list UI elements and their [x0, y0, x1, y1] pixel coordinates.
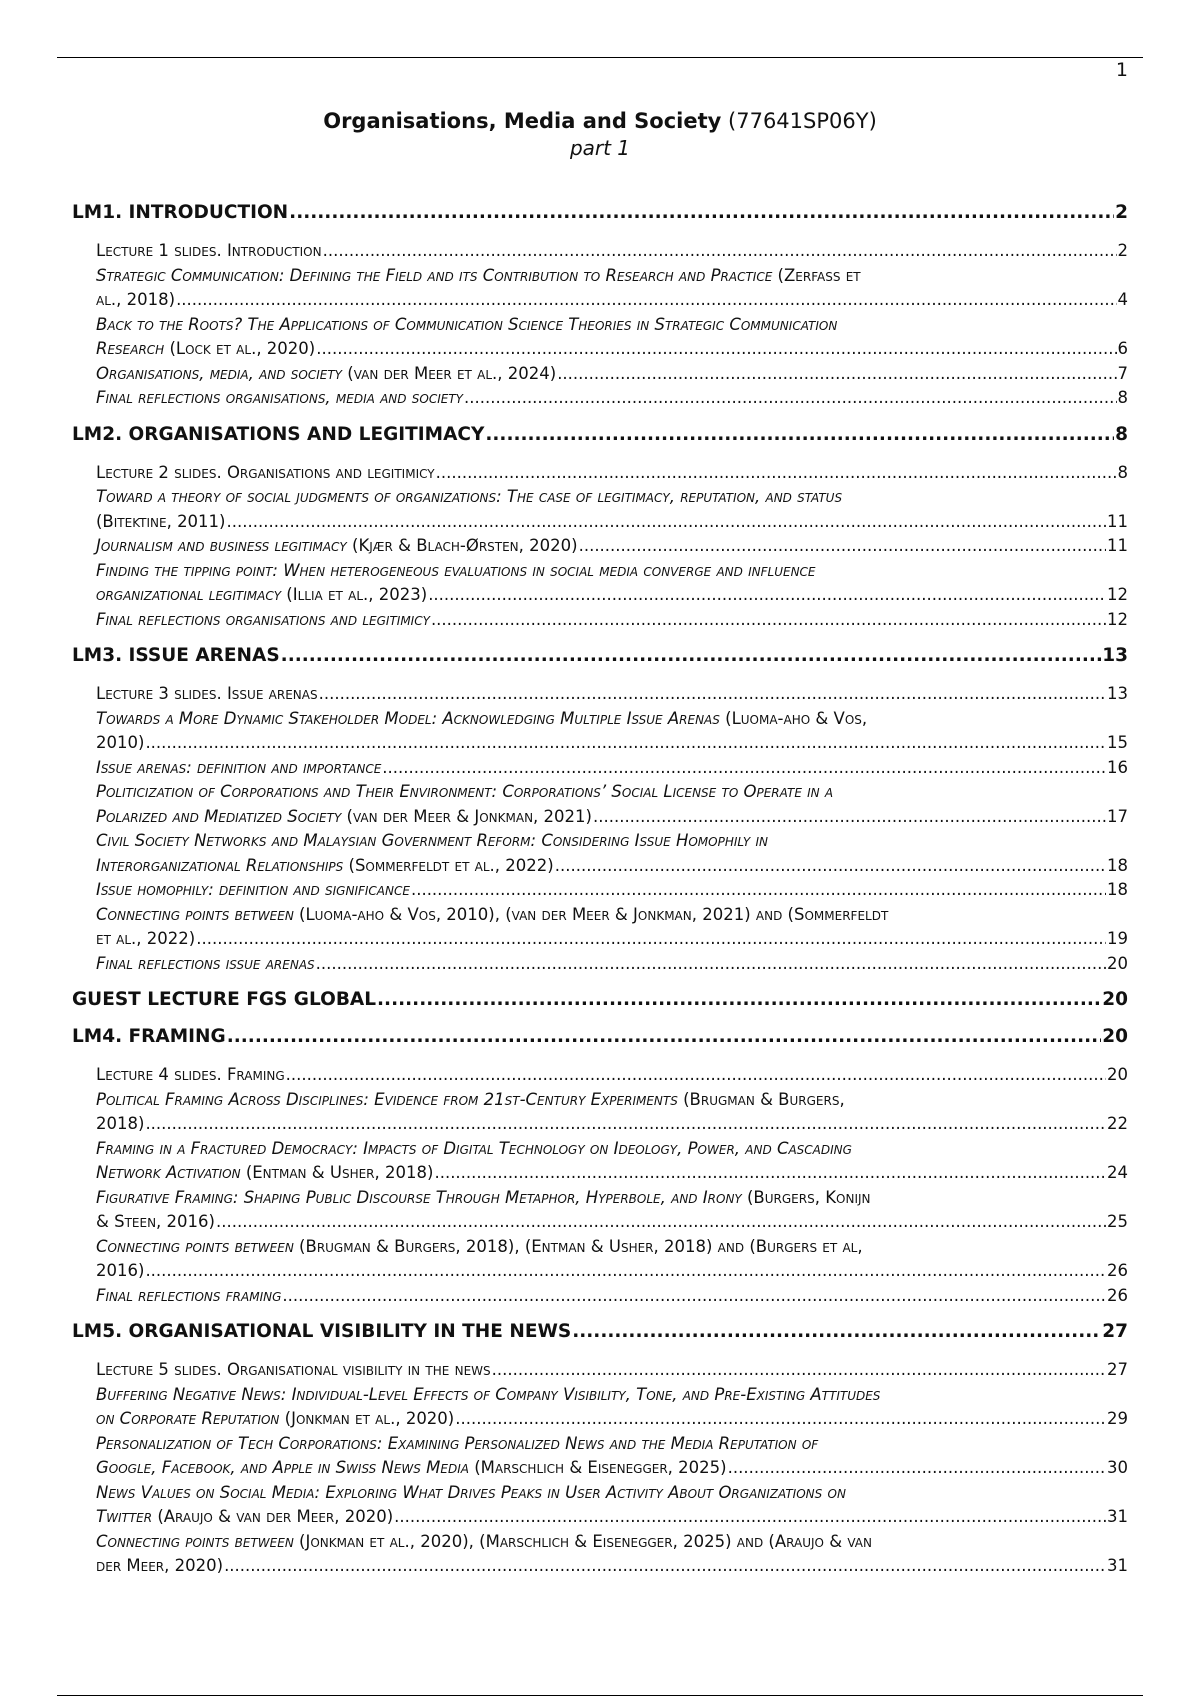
toc-entry[interactable]: Strategic Communication: Defining the Field and its Contribution to Research and Practice (Zerfass et al., 2018) ..... 4 [96, 264, 1128, 313]
toc-entry[interactable]: Framing in a Fractured Democracy: Impacts of Digital Technology on Ideology, Power, and Cascading Network Activation (Entman & Usher, 2018) ..... 24 [96, 1137, 1128, 1186]
page-number: 1 [1115, 59, 1128, 81]
toc-entry[interactable]: Connecting points between (Luoma-aho & Vos, 2010), (van der Meer & Jonkman, 2021) and (Sommerfeldt et al., 2022) ..... 19 [96, 903, 1128, 952]
toc-entry[interactable]: Issue homophily: definition and significance ..... 18 [96, 878, 1128, 903]
table-of-contents [72, 200, 1128, 1579]
toc-entry[interactable]: Lecture 2 slides. Organisations and legitimicy ..... 8 [96, 461, 1128, 486]
document-title [0, 108, 1200, 135]
toc-entry[interactable]: Final reflections issue arenas ..... 20 [96, 952, 1128, 977]
toc-entry[interactable]: Finding the tipping point: When heterogeneous evaluations in social media converge and influence organizational legitimacy (Illia et al., 2023) ..... 12 [96, 559, 1128, 608]
toc-entry[interactable]: Politicization of Corporations and Their Environment: Corporations’ Social License to Operate in a Polarized and Mediatized Society (van der Meer & Jonkman, 2021) ..... 17 [96, 780, 1128, 829]
toc-entry[interactable]: Buffering Negative News: Individual-Level Effects of Company Visibility, Tone, and Pre-Existing Attitudes on Corporate Reputation (Jonkman et al., 2020) ..... 29 [96, 1383, 1128, 1432]
toc-module-guest-lecture[interactable]: GUEST LECTURE FGS GLOBAL ..... 20 [72, 987, 1128, 1013]
document-subtitle: part 1 [569, 136, 631, 160]
course-title: Organisations, Media and Society [323, 109, 722, 133]
toc-entry[interactable]: Lecture 1 slides. Introduction ..... 2 [96, 239, 1128, 264]
course-code: (77641SP06Y) [728, 109, 877, 133]
toc-entry[interactable]: Issue arenas: definition and importance ..... 16 [96, 756, 1128, 781]
top-rule [57, 57, 1143, 58]
toc-entry[interactable]: News Values on Social Media: Exploring What Drives Peaks in User Activity About Organizations on Twitter (Araujo & van der Meer, 2020) ..... 31 [96, 1481, 1128, 1530]
toc-entry[interactable]: Connecting points between (Jonkman et al., 2020), (Marschlich & Eisenegger, 2025) and (Araujo & van der Meer, 2020) ..... 31 [96, 1530, 1128, 1579]
toc-entry[interactable]: Connecting points between (Brugman & Burgers, 2018), (Entman & Usher, 2018) and (Burgers et al, 2016) ..... 26 [96, 1235, 1128, 1284]
toc-entry[interactable]: Toward a theory of social judgments of organizations: The case of legitimacy, reputation, and status (Bitektine, 2011) ..... 11 [96, 485, 1128, 534]
toc-entry[interactable]: Towards a More Dynamic Stakeholder Model: Acknowledging Multiple Issue Arenas (Luoma-aho & Vos, 2010) ..... 15 [96, 707, 1128, 756]
toc-module-lm4[interactable]: LM4. FRAMING ..... 20 [72, 1024, 1128, 1050]
toc-entry[interactable]: Final reflections framing ..... 26 [96, 1284, 1128, 1309]
toc-entry[interactable]: Lecture 4 slides. Framing ..... 20 [96, 1063, 1128, 1088]
toc-entry[interactable]: Figurative Framing: Shaping Public Discourse Through Metaphor, Hyperbole, and Irony (Burgers, Konijn & Steen, 2016) ..... 25 [96, 1186, 1128, 1235]
toc-entry[interactable]: Final reflections organisations and legitimicy ..... 12 [96, 608, 1128, 633]
toc-module-lm5[interactable]: LM5. ORGANISATIONAL VISIBILITY IN THE NEWS ..... 27 [72, 1319, 1128, 1345]
toc-entry[interactable]: Journalism and business legitimacy (Kjær & Blach-Ørsten, 2020) ..... 11 [96, 534, 1128, 559]
toc-entry[interactable]: Lecture 5 slides. Organisational visibility in the news ..... 27 [96, 1358, 1128, 1383]
document-title-block [0, 108, 1200, 161]
toc-module-lm3[interactable]: LM3. ISSUE ARENAS ..... 13 [72, 643, 1128, 669]
toc-entry[interactable]: Lecture 3 slides. Issue arenas ..... 13 [96, 682, 1128, 707]
toc-entry[interactable]: Organisations, media, and society (van der Meer et al., 2024) ..... 7 [96, 362, 1128, 387]
toc-entry[interactable]: Personalization of Tech Corporations: Examining Personalized News and the Media Reputation of Google, Facebook, and Apple in Swiss News Media (Marschlich & Eisenegger, 2025) ..... 30 [96, 1432, 1128, 1481]
toc-module-lm1[interactable]: LM1. INTRODUCTION ..... 2 [72, 200, 1128, 226]
toc-entry[interactable]: Civil Society Networks and Malaysian Government Reform: Considering Issue Homophily in Interorganizational Relationships (Sommerfeldt et al., 2022) ..... 18 [96, 829, 1128, 878]
toc-entry[interactable]: Final reflections organisations, media and society ..... 8 [96, 386, 1128, 411]
toc-entry[interactable]: Back to the Roots? The Applications of Communication Science Theories in Strategic Communication Research (Lock et al., 2020) ..... 6 [96, 313, 1128, 362]
toc-module-lm2[interactable]: LM2. ORGANISATIONS AND LEGITIMACY ..... 8 [72, 422, 1128, 448]
bottom-rule [57, 1695, 1143, 1696]
toc-entry[interactable]: Political Framing Across Disciplines: Evidence from 21st-Century Experiments (Brugman & Burgers, 2018) ..... 22 [96, 1088, 1128, 1137]
